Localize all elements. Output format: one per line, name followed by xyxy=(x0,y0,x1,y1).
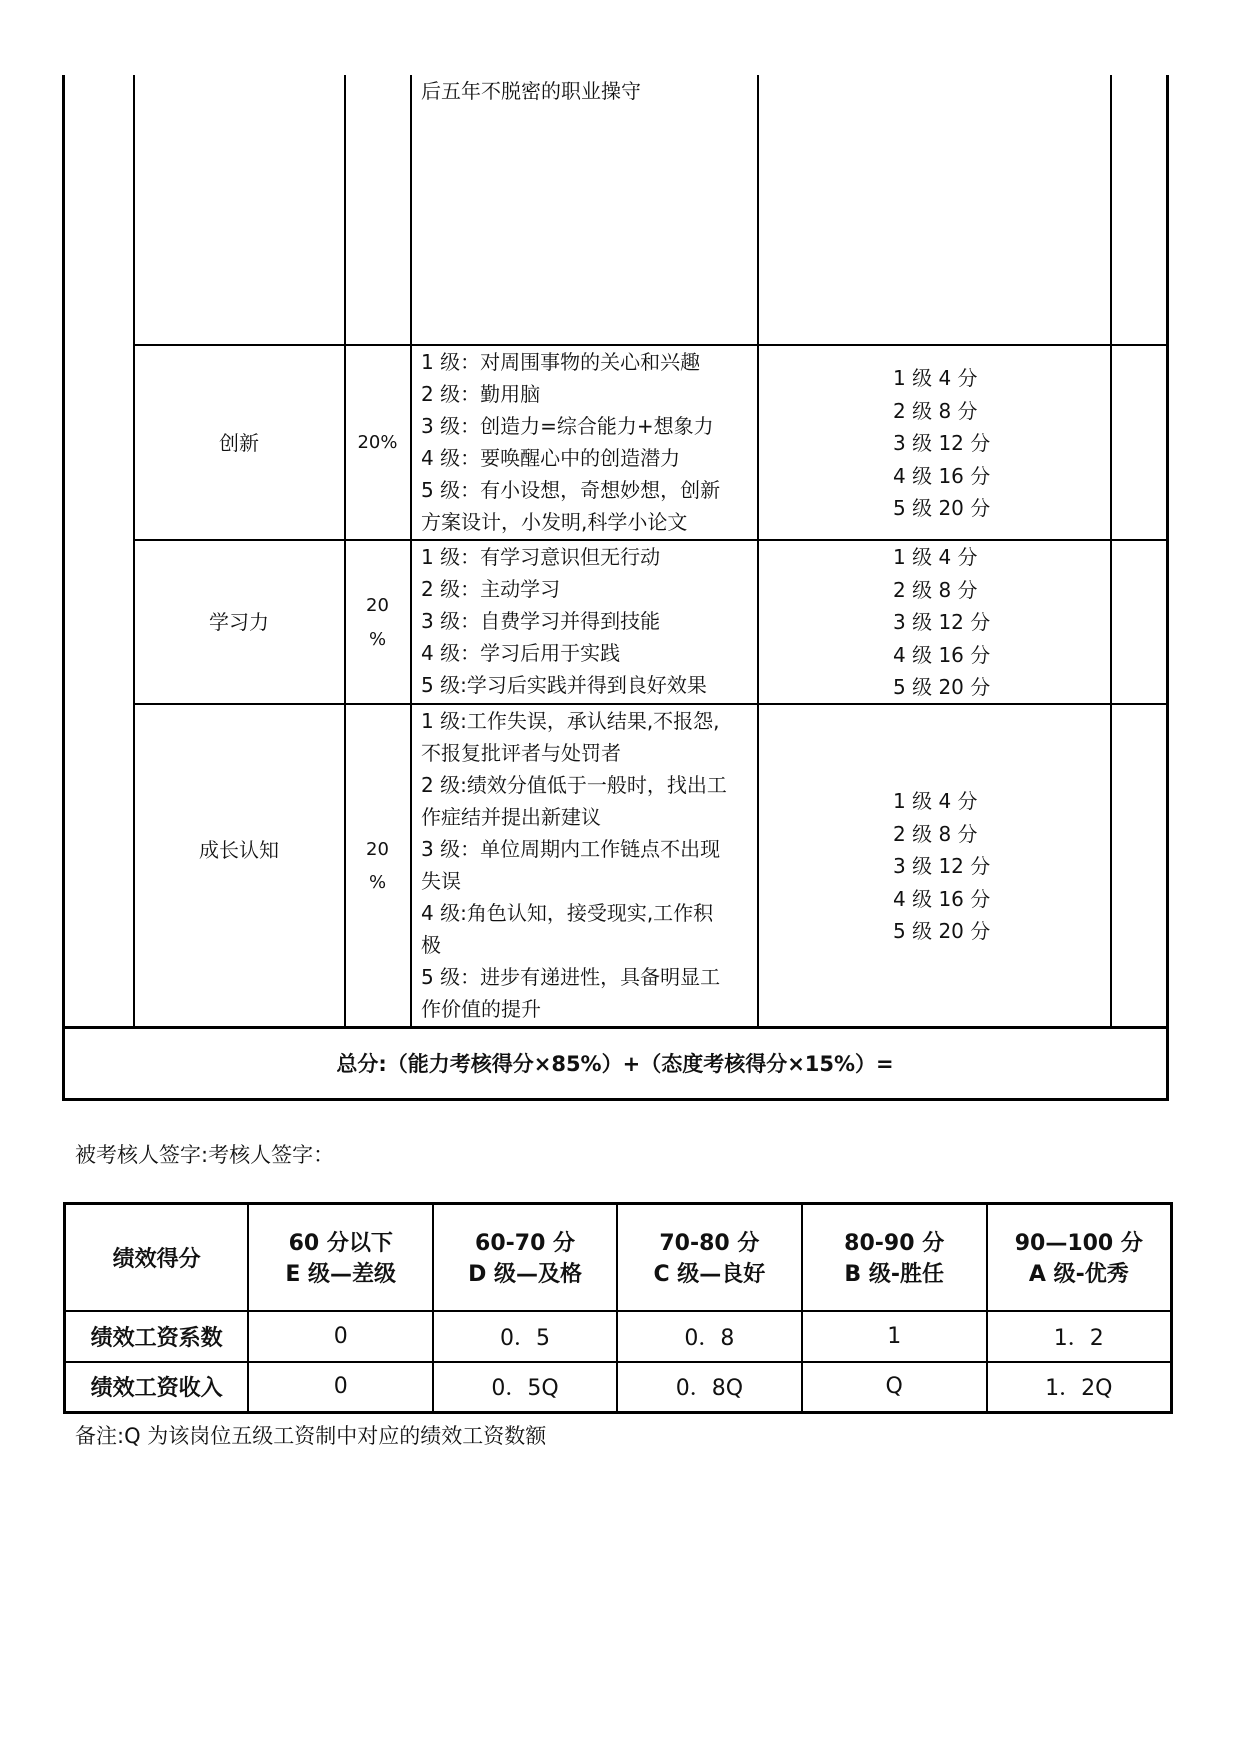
criteria-line: 2 级:绩效分值低于一般时，找出工 xyxy=(421,773,727,797)
coef-value: 0．8 xyxy=(617,1311,802,1362)
score-line: 5 级 20 分 xyxy=(893,919,991,943)
grade-cell-e xyxy=(248,1204,433,1311)
criteria-line: 5 级：有小设想，奇想妙想，创新 xyxy=(421,478,721,502)
income-label: 绩效工资收入 xyxy=(65,1362,249,1413)
row-weight-growth-2: % xyxy=(368,872,387,893)
scores-growth xyxy=(893,785,990,948)
grade-level: B 级-胜任 xyxy=(844,1262,944,1288)
grade-range: 80-90 分 xyxy=(844,1231,945,1257)
row-weight-learning-1: 20 xyxy=(366,595,389,616)
grade-level: A 级-优秀 xyxy=(1028,1262,1129,1288)
criteria-line: 5 级:学习后实践并得到良好效果 xyxy=(421,673,707,697)
coef-value: 0 xyxy=(248,1311,433,1362)
grade-range: 70-80 分 xyxy=(659,1231,760,1257)
criteria-line: 5 级：进步有递进性，具备明显工 xyxy=(421,965,721,989)
row-weight-growth-1: 20 xyxy=(366,839,389,860)
score-line: 3 级 12 分 xyxy=(893,854,991,878)
income-value: 0 xyxy=(248,1362,433,1413)
grade-range: 90—100 分 xyxy=(1014,1231,1143,1257)
grade-header-row xyxy=(65,1204,1172,1311)
signature-line: 被考核人签字:考核人签字： xyxy=(75,1143,335,1167)
criteria-line: 1 级:工作失误，承认结果,不报怨, xyxy=(421,709,720,733)
criteria-line: 4 级：学习后用于实践 xyxy=(421,641,621,665)
criteria-line: 3 级：单位周期内工作链点不出现 xyxy=(421,837,721,861)
criteria-line: 极 xyxy=(421,933,441,957)
grade-range: 60 分以下 xyxy=(288,1231,393,1257)
score-line: 5 级 20 分 xyxy=(893,496,991,520)
row-weight-learning-2: % xyxy=(368,629,387,650)
score-line: 5 级 20 分 xyxy=(893,675,991,699)
score-line: 4 级 16 分 xyxy=(893,642,991,667)
coef-value: 1 xyxy=(802,1311,987,1362)
score-line: 4 级 16 分 xyxy=(893,463,991,488)
criteria-learning xyxy=(421,541,707,701)
grade-cell-a xyxy=(987,1204,1172,1311)
income-row xyxy=(65,1362,1172,1413)
criteria-tail: 后五年不脱密的职业操守 xyxy=(421,79,641,103)
criteria-line: 1 级：有学习意识但无行动 xyxy=(421,545,661,569)
criteria-innovation xyxy=(421,346,720,538)
score-line: 3 级 12 分 xyxy=(893,610,991,634)
grade-level: E 级—差级 xyxy=(285,1262,397,1288)
col-line xyxy=(410,75,412,1027)
score-line: 1 级 4 分 xyxy=(893,545,978,569)
table-border-bottom xyxy=(62,1098,1169,1101)
total-formula: 总分:（能力考核得分×85%）+（态度考核得分×15%）= xyxy=(336,1052,894,1076)
criteria-line: 3 级：创造力=综合能力+想象力 xyxy=(421,414,714,438)
row-weight-innovation: 20% xyxy=(357,432,398,453)
grade-header-label: 绩效得分 xyxy=(65,1204,249,1311)
grade-table xyxy=(63,1202,1173,1414)
grade-cell-c xyxy=(617,1204,802,1311)
criteria-line: 4 级：要唤醒心中的创造潜力 xyxy=(421,446,681,470)
grade-range: 60-70 分 xyxy=(475,1231,576,1257)
score-line: 3 级 12 分 xyxy=(893,431,991,455)
criteria-line: 作价值的提升 xyxy=(421,997,541,1021)
scores-learning xyxy=(893,541,990,704)
income-value: 0．5Q xyxy=(433,1362,617,1413)
criteria-line: 3 级：自费学习并得到技能 xyxy=(421,609,661,633)
row-line-total-top xyxy=(62,1026,1169,1029)
row-name-learning: 学习力 xyxy=(209,610,269,634)
coef-value: 1．2 xyxy=(987,1311,1172,1362)
grade-cell-b xyxy=(802,1204,987,1311)
score-line: 2 级 8 分 xyxy=(893,577,978,602)
criteria-line: 不报复批评者与处罚者 xyxy=(421,741,621,765)
coef-row xyxy=(65,1311,1172,1362)
grade-cell-d xyxy=(433,1204,617,1311)
criteria-line: 1 级：对周围事物的关心和兴趣 xyxy=(421,350,701,374)
coef-value: 0．5 xyxy=(433,1311,617,1362)
criteria-line: 4 级:角色认知，接受现实,工作积 xyxy=(421,901,714,925)
criteria-line: 失误 xyxy=(421,869,461,893)
criteria-line: 方案设计，小发明,科学小论文 xyxy=(421,510,688,534)
criteria-line: 2 级：勤用脑 xyxy=(421,382,541,406)
note: 备注:Q 为该岗位五级工资制中对应的绩效工资数额 xyxy=(75,1424,547,1448)
score-line: 1 级 4 分 xyxy=(893,789,978,813)
criteria-growth xyxy=(421,705,727,1025)
col-line xyxy=(1110,75,1112,1027)
score-line: 2 级 8 分 xyxy=(893,821,978,846)
grade-level: D 级—及格 xyxy=(468,1262,582,1288)
coef-label: 绩效工资系数 xyxy=(65,1311,249,1362)
score-line: 2 级 8 分 xyxy=(893,398,978,423)
income-value: 0．8Q xyxy=(617,1362,802,1413)
col-line xyxy=(133,75,135,1027)
income-value: Q xyxy=(802,1362,987,1413)
col-line xyxy=(757,75,759,1027)
row-name-innovation: 创新 xyxy=(219,431,259,455)
income-value: 1．2Q xyxy=(987,1362,1172,1413)
score-line: 1 级 4 分 xyxy=(893,366,978,390)
scores-innovation xyxy=(893,362,990,525)
grade-level: C 级—良好 xyxy=(653,1262,766,1288)
score-line: 4 级 16 分 xyxy=(893,886,991,911)
table-border-right xyxy=(1166,75,1169,1100)
table-border-left xyxy=(62,75,65,1100)
criteria-line: 2 级：主动学习 xyxy=(421,577,561,601)
criteria-line: 作症结并提出新建议 xyxy=(421,805,601,829)
row-name-growth: 成长认知 xyxy=(199,838,279,862)
